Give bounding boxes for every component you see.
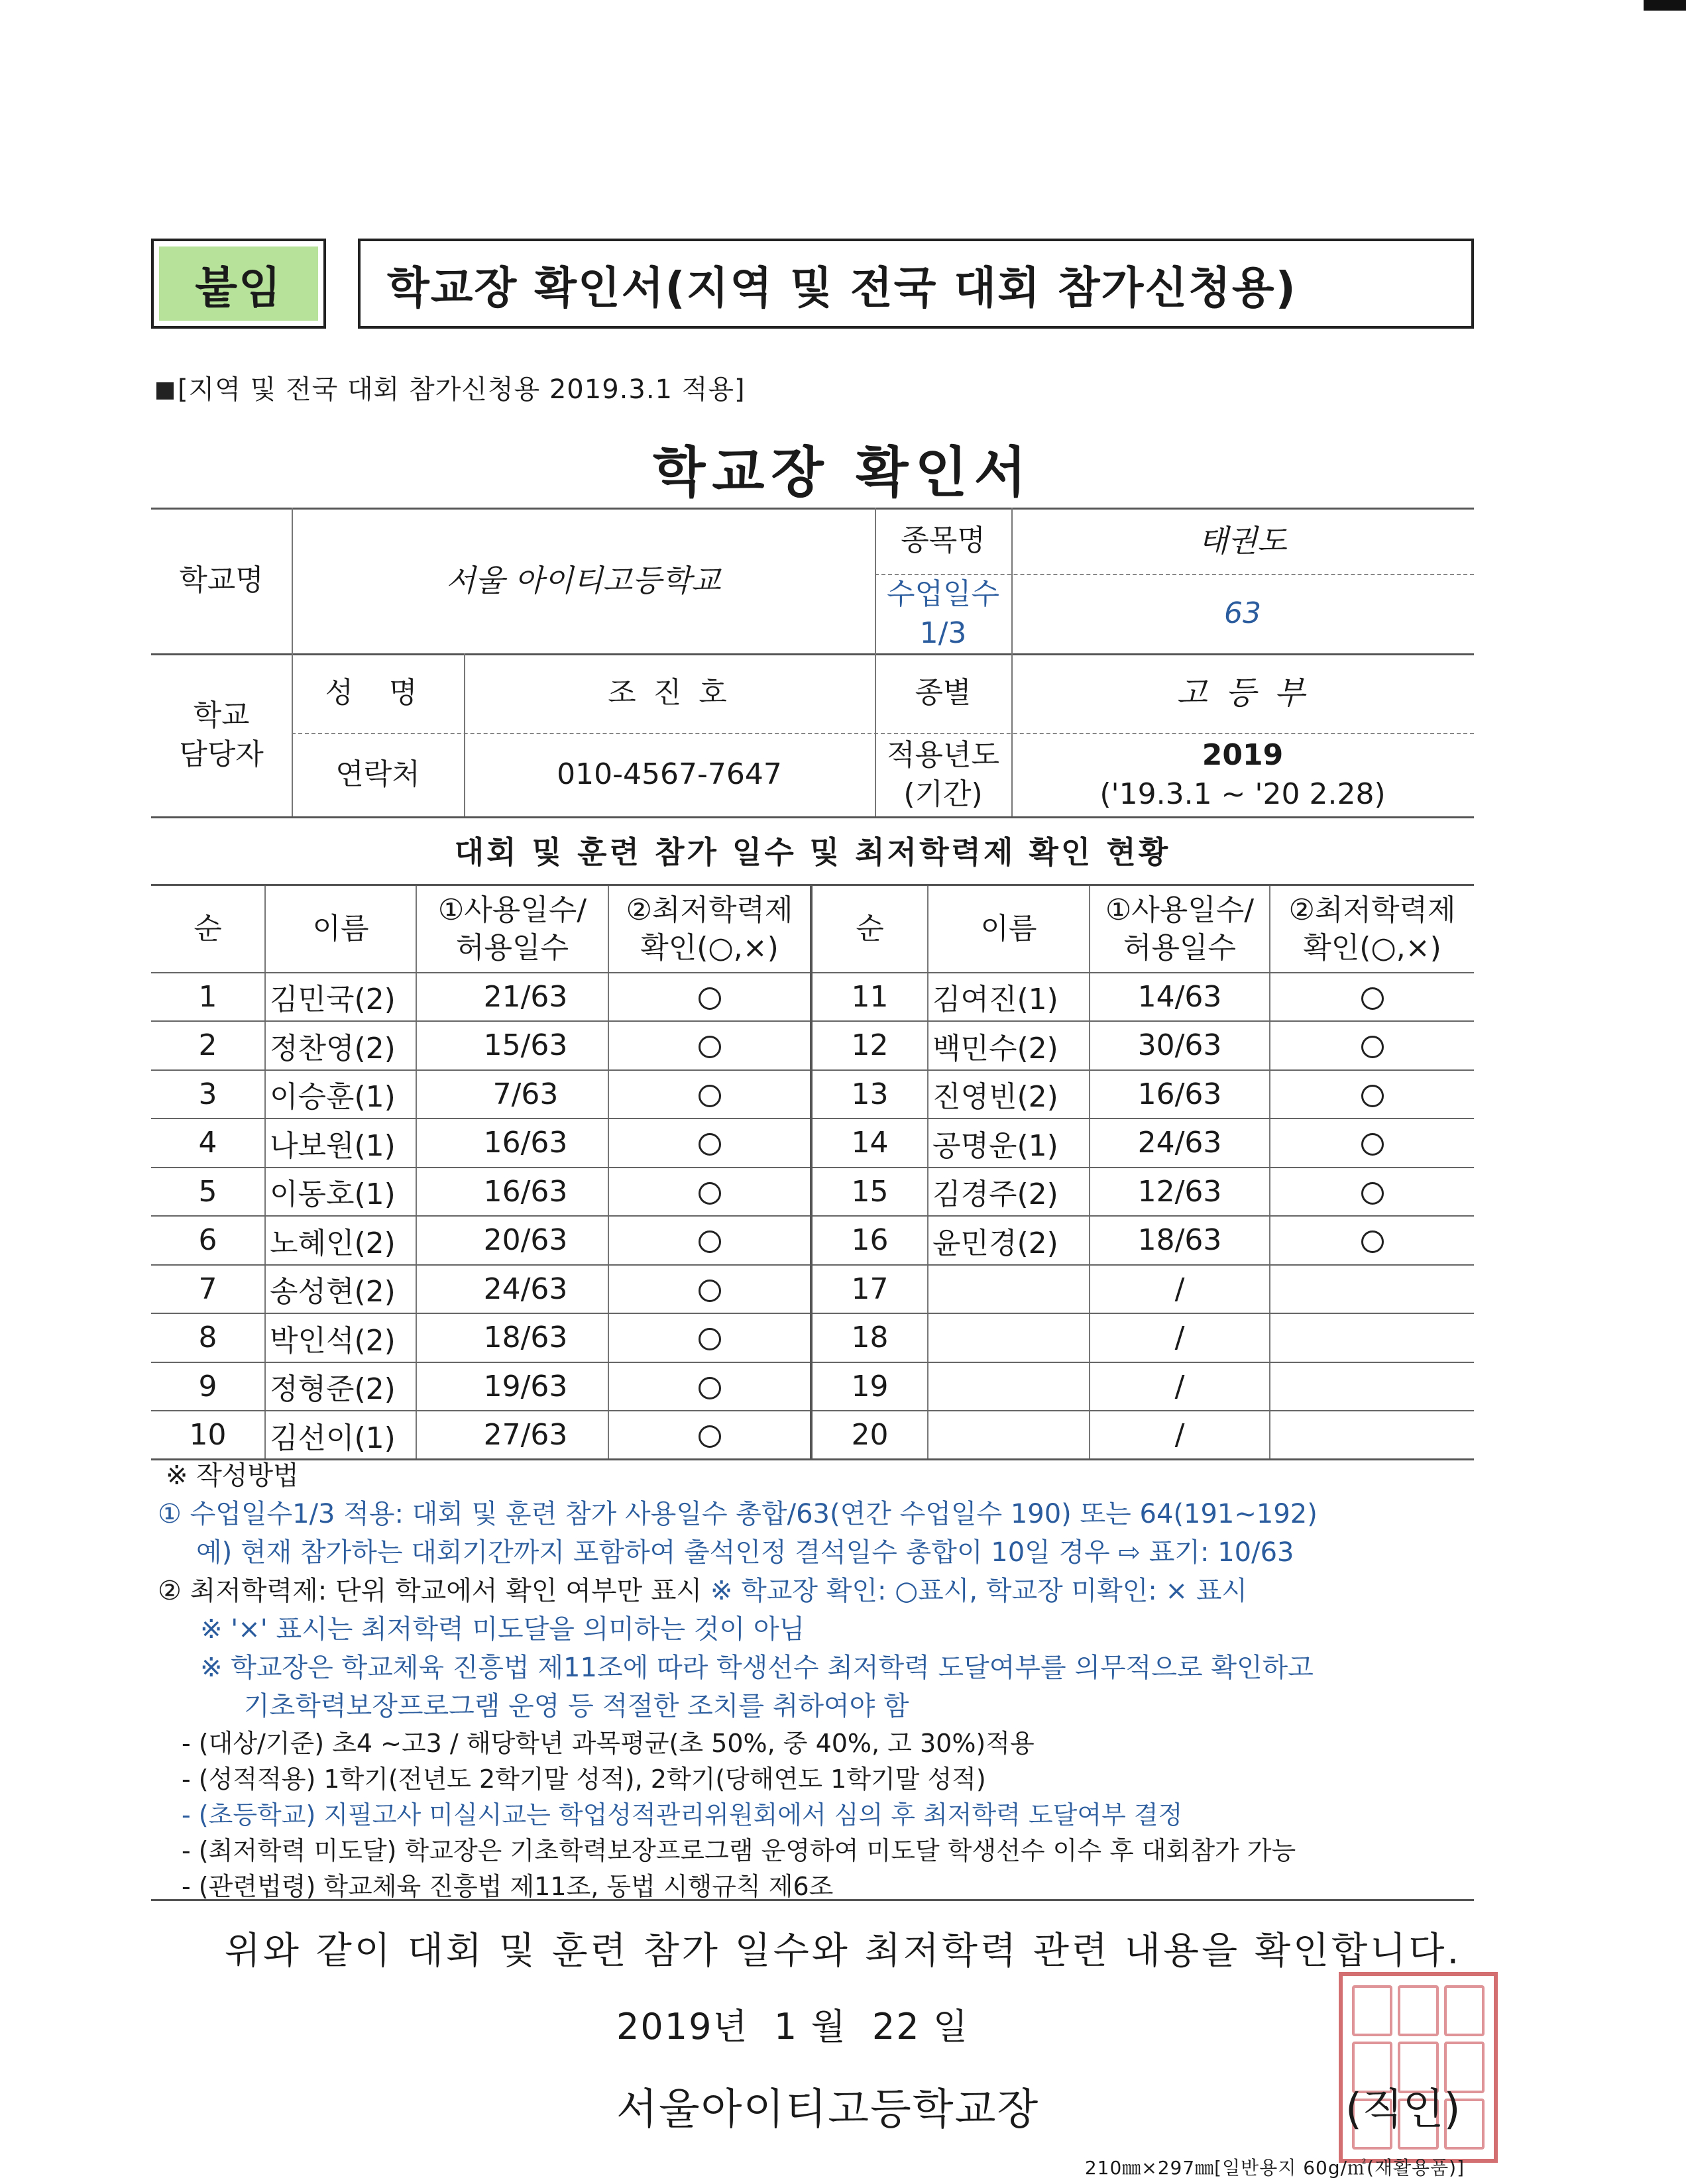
apply-year-value <box>1011 733 1474 816</box>
academic-check-2 <box>1270 1216 1474 1265</box>
row-number-2: 17 <box>811 1265 928 1314</box>
col-header-days <box>416 885 608 973</box>
col-header-no-2: 순 <box>811 885 928 973</box>
circle-check-icon <box>699 1425 721 1448</box>
note-2-text: ② 최저학력제: 단위 학교에서 확인 여부만 표시 <box>158 1576 710 1606</box>
table-row <box>151 1216 1474 1265</box>
academic-check-2 <box>1270 1168 1474 1217</box>
detail-3: - (초등학교) 지필고사 미실시교는 학업성적관리위원회에서 심의 후 최저학력 도달여부 결정 <box>182 1800 1183 1829</box>
used-days-2: 12/63 <box>1090 1168 1270 1217</box>
academic-check <box>608 1362 811 1411</box>
row-number-2: 12 <box>811 1021 928 1070</box>
row-number: 2 <box>151 1021 265 1070</box>
academic-check <box>608 1265 811 1314</box>
detail-4: - (최저학력 미도달) 학교장은 기초학력보장프로그램 운영하여 미도달 학생선수 이수 후 대회참가 가능 <box>182 1836 1296 1865</box>
academic-check-2 <box>1270 1411 1474 1460</box>
table-header-row <box>151 885 1474 973</box>
row-number: 1 <box>151 973 265 1022</box>
row-number: 7 <box>151 1265 265 1314</box>
notes-heading: ※ 작성방법 <box>166 1460 299 1491</box>
participants-table <box>151 884 1474 1460</box>
used-days-2: 16/63 <box>1090 1070 1270 1119</box>
participants-table-body <box>151 973 1474 1460</box>
page-title: 학교장 확인서 <box>653 441 1033 504</box>
academic-check-2 <box>1270 1070 1474 1119</box>
circle-check-icon <box>1361 1230 1384 1253</box>
category-label: 종별 <box>915 676 972 710</box>
academic-check <box>608 1021 811 1070</box>
event-label: 종목명 <box>901 523 985 558</box>
academic-check-2 <box>1270 973 1474 1022</box>
used-days: 19/63 <box>416 1362 608 1411</box>
note-3: ※ '×' 표시는 최저학력 미도달을 의미하는 것이 아님 <box>200 1614 805 1645</box>
used-days: 16/63 <box>416 1119 608 1168</box>
used-days-2: / <box>1090 1411 1270 1460</box>
row-number-2: 16 <box>811 1216 928 1265</box>
table-row <box>151 1362 1474 1411</box>
student-name: 이동호(1) <box>265 1168 416 1217</box>
student-name: 송성현(2) <box>265 1265 416 1314</box>
row-number: 8 <box>151 1313 265 1362</box>
academic-check <box>608 1119 811 1168</box>
event-value: 태권도 <box>1198 522 1287 559</box>
circle-check-icon <box>699 1036 721 1058</box>
circle-check-icon <box>699 987 721 1010</box>
signature-date: 2019년 1 월 22 일 <box>616 2006 969 2048</box>
table-row <box>151 1411 1474 1460</box>
col-header-check <box>608 885 811 973</box>
row-number: 6 <box>151 1216 265 1265</box>
student-name-2 <box>928 1265 1090 1314</box>
detail-5: - (관련법령) 학교체육 진흥법 제11조, 동법 시행규칙 제6조 <box>182 1872 834 1901</box>
col-header-days-line1: ①사용일수/ <box>437 893 587 927</box>
class-days-label-line1: 수업일수 <box>886 576 999 611</box>
name-label: 성 명 <box>325 676 431 710</box>
apply-year-label-line1: 적용년도 <box>886 737 999 772</box>
scan-edge-mark <box>1644 0 1686 11</box>
used-days: 20/63 <box>416 1216 608 1265</box>
academic-check <box>608 973 811 1022</box>
contact-value: 010-4567-7647 <box>557 757 782 792</box>
academic-check <box>608 1216 811 1265</box>
academic-check-2 <box>1270 1265 1474 1314</box>
student-name-2: 공명운(1) <box>928 1119 1090 1168</box>
row-number-2: 14 <box>811 1119 928 1168</box>
category-value: 고 등 부 <box>1176 674 1309 712</box>
school-manager-label-line2: 담당자 <box>179 737 264 771</box>
circle-check-icon <box>699 1133 721 1156</box>
divider <box>151 1899 1474 1901</box>
circle-check-icon <box>1361 987 1384 1010</box>
note-1b: 예) 현재 참가하는 대회기간까지 포함하여 출석인정 결석일수 총합이 10일 경우 ⇨ 표기: 10/63 <box>196 1537 1294 1568</box>
col-header-check-2 <box>1270 885 1474 973</box>
used-days: 18/63 <box>416 1313 608 1362</box>
detail-2: - (성적적용) 1학기(전년도 2학기말 성적), 2학기(당해연도 1학기말 성적) <box>182 1765 986 1794</box>
row-number-2: 18 <box>811 1313 928 1362</box>
student-name-2 <box>928 1313 1090 1362</box>
circle-check-icon <box>1361 1133 1384 1156</box>
apply-year-label-line2: (기간) <box>903 777 983 811</box>
academic-check <box>608 1168 811 1217</box>
circle-check-icon <box>1361 1085 1384 1107</box>
student-name: 김민국(2) <box>265 973 416 1022</box>
col-header-days-2-line2: 허용일수 <box>1123 930 1236 965</box>
academic-check <box>608 1411 811 1460</box>
detail-1: - (대상/기준) 초4 ~고3 / 해당학년 과목평균(초 50%, 중 40%, 고 30%)적용 <box>182 1729 1035 1758</box>
used-days-2: / <box>1090 1265 1270 1314</box>
school-manager-label <box>151 653 292 816</box>
row-number-2: 11 <box>811 973 928 1022</box>
academic-check-2 <box>1270 1313 1474 1362</box>
student-name: 김선이(1) <box>265 1411 416 1460</box>
used-days-2: 30/63 <box>1090 1021 1270 1070</box>
used-days-2: 24/63 <box>1090 1119 1270 1168</box>
used-days: 7/63 <box>416 1070 608 1119</box>
notes-section <box>151 1456 1477 1904</box>
table-row <box>151 1119 1474 1168</box>
student-name: 나보원(1) <box>265 1119 416 1168</box>
student-name: 박인석(2) <box>265 1313 416 1362</box>
class-days-label-line2: 1/3 <box>919 616 967 650</box>
document-header <box>151 239 1474 329</box>
apply-period: ('19.3.1 ~ '20 2.28) <box>1099 777 1386 811</box>
school-name-value: 서울 아이티고등학교 <box>445 562 721 598</box>
row-number-2: 20 <box>811 1411 928 1460</box>
row-number: 9 <box>151 1362 265 1411</box>
section-title: 대회 및 훈련 참가 일수 및 최저학력제 확인 현황 <box>454 834 1171 870</box>
row-number: 3 <box>151 1070 265 1119</box>
circle-check-icon <box>1361 1182 1384 1205</box>
col-header-check-2-line2: 확인(○,×) <box>1303 930 1441 965</box>
table-row <box>151 973 1474 1022</box>
circle-check-icon <box>699 1230 721 1253</box>
note-4b: 기초학력보장프로그램 운영 등 적절한 조치를 취하여야 함 <box>244 1691 909 1721</box>
row-number: 10 <box>189 1418 227 1452</box>
col-header-check-2-line1: ②최저학력제 <box>1288 893 1456 927</box>
circle-check-icon <box>699 1085 721 1107</box>
row-number-2: 15 <box>811 1168 928 1217</box>
row-number-2: 13 <box>811 1070 928 1119</box>
academic-check-2 <box>1270 1362 1474 1411</box>
student-name-2: 진영빈(2) <box>928 1070 1090 1119</box>
apply-year-label <box>875 733 1011 816</box>
circle-check-icon <box>699 1328 721 1350</box>
col-header-days-2 <box>1090 885 1270 973</box>
col-header-name-2: 이름 <box>928 885 1090 973</box>
used-days: 27/63 <box>416 1411 608 1460</box>
used-days: 16/63 <box>416 1168 608 1217</box>
paper-spec: 210㎜×297㎜[일반용지 60g/㎡(재활용품)] <box>1084 2157 1465 2179</box>
class-days-value: 63 <box>1224 596 1261 631</box>
col-header-check-line2: 확인(○,×) <box>640 930 779 965</box>
note-2-marks: ※ 학교장 확인: ○표시, 학교장 미확인: × 표시 <box>710 1576 1248 1606</box>
circle-check-icon <box>699 1377 721 1399</box>
student-name: 이승훈(1) <box>265 1070 416 1119</box>
school-manager-label-line1: 학교 <box>193 698 250 732</box>
student-name-2: 김경주(2) <box>928 1168 1090 1217</box>
row-number-2: 19 <box>811 1362 928 1411</box>
academic-check-2 <box>1270 1119 1474 1168</box>
apply-year: 2019 <box>1202 737 1284 772</box>
table-row <box>151 1313 1474 1362</box>
class-days-label <box>875 574 1011 653</box>
table-row <box>151 1265 1474 1314</box>
form-subtitle <box>156 368 746 406</box>
table-row <box>151 1168 1474 1217</box>
confirmation-text: 위와 같이 대회 및 훈련 참가 일수와 최저학력 관련 내용을 확인합니다. <box>224 1930 1462 1973</box>
student-name: 노혜인(2) <box>265 1216 416 1265</box>
row-number: 5 <box>151 1168 265 1217</box>
student-name: 정찬영(2) <box>265 1021 416 1070</box>
note-2 <box>151 1572 1477 1610</box>
col-header-days-2-line1: ①사용일수/ <box>1105 893 1255 927</box>
used-days-2: / <box>1090 1362 1270 1411</box>
circle-check-icon <box>699 1280 721 1302</box>
used-days-2: / <box>1090 1313 1270 1362</box>
academic-check-2 <box>1270 1021 1474 1070</box>
student-name-2 <box>928 1411 1090 1460</box>
circle-check-icon <box>699 1182 721 1205</box>
student-name-2: 백민수(2) <box>928 1021 1090 1070</box>
col-header-no: 순 <box>151 885 265 973</box>
student-name-2 <box>928 1362 1090 1411</box>
attachment-badge-label: 붙임 <box>159 246 318 321</box>
used-days: 15/63 <box>416 1021 608 1070</box>
col-header-name: 이름 <box>265 885 416 973</box>
principal-name: 서울아이티고등학교장 <box>616 2085 1040 2134</box>
col-header-check-line1: ②최저학력제 <box>626 893 793 927</box>
used-days: 21/63 <box>416 973 608 1022</box>
used-days: 24/63 <box>416 1265 608 1314</box>
student-name-2: 윤민경(2) <box>928 1216 1090 1265</box>
circle-check-icon <box>1361 1036 1384 1058</box>
note-4a: ※ 학교장은 학교체육 진흥법 제11조에 따라 학생선수 최저학력 도달여부를 의무적으로 확인하고 <box>200 1653 1314 1683</box>
table-row <box>151 1070 1474 1119</box>
col-header-days-line2: 허용일수 <box>455 930 569 965</box>
row-number: 4 <box>151 1119 265 1168</box>
used-days-2: 18/63 <box>1090 1216 1270 1265</box>
academic-check <box>608 1070 811 1119</box>
student-name-2: 김여진(1) <box>928 973 1090 1022</box>
manager-name-value: 조 진 호 <box>608 676 731 710</box>
square-bullet-icon <box>156 382 174 400</box>
seal-label: (직인) <box>1345 2085 1461 2134</box>
academic-check <box>608 1313 811 1362</box>
form-subtitle-text: [지역 및 전국 대회 참가신청용 2019.3.1 적용] <box>178 374 746 405</box>
used-days-2: 14/63 <box>1090 973 1270 1022</box>
note-1a: ① 수업일수1/3 적용: 대회 및 훈련 참가 사용일수 총합/63(연간 수업일수 190) 또는 64(191~192) <box>158 1499 1318 1529</box>
attachment-badge <box>151 239 326 329</box>
header-title: 학교장 확인서(지역 및 전국 대회 참가신청용) <box>358 239 1474 329</box>
contact-label: 연락처 <box>335 757 420 792</box>
student-name: 정형준(2) <box>265 1362 416 1411</box>
school-name-label: 학교명 <box>179 563 264 598</box>
table-row <box>151 1021 1474 1070</box>
